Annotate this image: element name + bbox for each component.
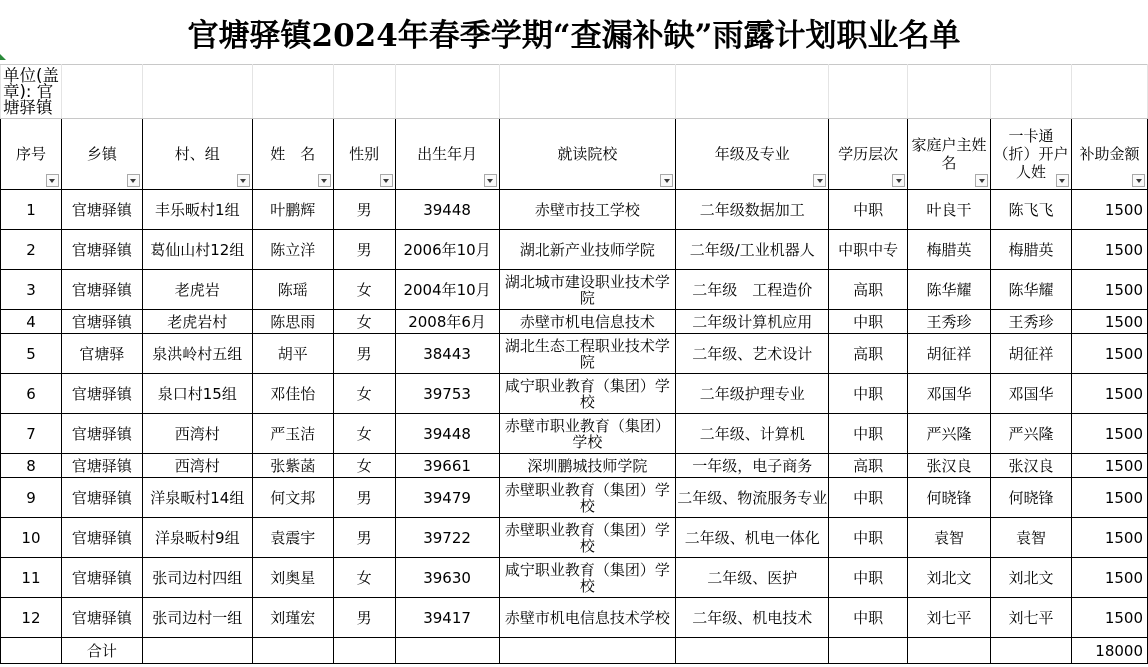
cell-school[interactable]: 湖北生态工程职业技术学院 <box>499 334 676 374</box>
cell-township[interactable]: 官塘驿镇 <box>61 270 142 310</box>
header-row <box>1 119 1148 190</box>
cell-account-holder[interactable]: 严兴隆 <box>991 414 1072 454</box>
cell-education-level[interactable]: 中职 <box>829 310 908 334</box>
table-row <box>1 478 1148 518</box>
cell-grade-major[interactable]: 二年级、机电一体化 <box>676 518 829 558</box>
cell-name[interactable]: 袁震宇 <box>252 518 333 558</box>
cell-subsidy-amount[interactable]: 1500 <box>1071 374 1147 414</box>
table-row <box>1 414 1148 454</box>
cell-gender[interactable]: 女 <box>333 270 395 310</box>
table-row <box>1 374 1148 414</box>
cell-gender[interactable]: 男 <box>333 478 395 518</box>
cell-grade-major[interactable]: 二年级、物流服务专业 <box>676 478 829 518</box>
cell-householder-name[interactable]: 王秀珍 <box>908 310 991 334</box>
filter-dropdown-icon[interactable] <box>237 174 250 187</box>
filter-dropdown-icon[interactable] <box>46 174 59 187</box>
cell-householder-name[interactable]: 刘北文 <box>908 558 991 598</box>
cell-subsidy-amount[interactable]: 1500 <box>1071 518 1147 558</box>
cell-index[interactable]: 2 <box>1 230 62 270</box>
header-gender-label: 性别 <box>349 145 380 163</box>
header-school[interactable] <box>499 119 676 190</box>
table-row <box>1 558 1148 598</box>
header-name-label: 姓 名 <box>270 145 316 163</box>
cell-gender[interactable]: 男 <box>333 334 395 374</box>
cell-subsidy-amount[interactable]: 1500 <box>1071 190 1147 230</box>
cell-account-holder[interactable]: 张汉良 <box>991 454 1072 478</box>
cell-account-holder[interactable]: 陈飞飞 <box>991 190 1072 230</box>
unit-row <box>1 65 1148 119</box>
cell-township[interactable]: 官塘驿镇 <box>61 518 142 558</box>
cell-index[interactable]: 5 <box>1 334 62 374</box>
cell-grade-major[interactable]: 二年级/工业机器人 <box>676 230 829 270</box>
cell-education-level[interactable]: 中职 <box>829 518 908 558</box>
header-index-label: 序号 <box>15 145 46 163</box>
cell-index[interactable]: 11 <box>1 558 62 598</box>
cell-grade-major[interactable]: 二年级、计算机 <box>676 414 829 454</box>
cell-township[interactable]: 官塘驿镇 <box>61 190 142 230</box>
cell-account-holder[interactable]: 袁智 <box>991 518 1072 558</box>
cell-index[interactable]: 6 <box>1 374 62 414</box>
cell-subsidy-amount[interactable]: 1500 <box>1071 558 1147 598</box>
cell-village-group[interactable]: 泉口村15组 <box>142 374 252 414</box>
cell-township[interactable]: 官塘驿镇 <box>61 598 142 638</box>
header-householder-name[interactable] <box>908 119 991 190</box>
cell-account-holder[interactable]: 王秀珍 <box>991 310 1072 334</box>
cell-birth-date[interactable]: 2008年6月 <box>395 310 499 334</box>
cell-birth-date[interactable]: 39753 <box>395 374 499 414</box>
cell-gender[interactable]: 女 <box>333 310 395 334</box>
cell-birth-date[interactable]: 38443 <box>395 334 499 374</box>
filter-dropdown-icon[interactable] <box>1132 174 1145 187</box>
cell-name[interactable]: 严玉洁 <box>252 414 333 454</box>
cell-name[interactable]: 陈思雨 <box>252 310 333 334</box>
cell-education-level[interactable]: 中职 <box>829 374 908 414</box>
header-grade-major-label: 年级及专业 <box>714 145 790 163</box>
cell-township[interactable]: 官塘驿镇 <box>61 414 142 454</box>
cell-householder-name[interactable]: 梅腊英 <box>908 230 991 270</box>
table-row <box>1 334 1148 374</box>
cell-comment-marker <box>0 54 6 60</box>
cell-subsidy-amount[interactable]: 1500 <box>1071 598 1147 638</box>
cell-education-level[interactable]: 中职 <box>829 478 908 518</box>
cell-birth-date[interactable]: 39722 <box>395 518 499 558</box>
header-village-group[interactable] <box>142 119 252 190</box>
roster-table <box>0 64 1148 664</box>
cell-township[interactable]: 官塘驿镇 <box>61 478 142 518</box>
header-birth-date-label: 出生年月 <box>417 145 478 163</box>
cell-village-group[interactable]: 老虎岩村 <box>142 310 252 334</box>
cell-village-group[interactable]: 西湾村 <box>142 414 252 454</box>
cell-birth-date[interactable]: 39630 <box>395 558 499 598</box>
cell-gender[interactable]: 男 <box>333 230 395 270</box>
cell-subsidy-amount[interactable]: 1500 <box>1071 230 1147 270</box>
header-gender[interactable] <box>333 119 395 190</box>
cell-index[interactable]: 8 <box>1 454 62 478</box>
cell-grade-major[interactable]: 二年级 工程造价 <box>676 270 829 310</box>
table-row <box>1 598 1148 638</box>
cell-birth-date[interactable]: 2004年10月 <box>395 270 499 310</box>
cell-account-holder[interactable]: 邓国华 <box>991 374 1072 414</box>
cell-grade-major[interactable]: 二年级计算机应用 <box>676 310 829 334</box>
header-account-holder-label: 一卡通（折）开户人姓 <box>993 127 1069 181</box>
table-row <box>1 270 1148 310</box>
filter-dropdown-icon[interactable] <box>484 174 497 187</box>
cell-education-level[interactable]: 高职 <box>829 334 908 374</box>
filter-dropdown-icon[interactable] <box>892 174 905 187</box>
header-township[interactable] <box>61 119 142 190</box>
cell-gender[interactable]: 男 <box>333 190 395 230</box>
filter-dropdown-icon[interactable] <box>1056 174 1069 187</box>
header-householder-name-label: 家庭户主姓名 <box>911 136 987 172</box>
total-label[interactable]: 合计 <box>61 638 142 664</box>
header-index[interactable] <box>1 119 62 190</box>
cell-township[interactable]: 官塘驿 <box>61 334 142 374</box>
cell-index[interactable]: 10 <box>1 518 62 558</box>
cell-grade-major[interactable]: 二年级、医护 <box>676 558 829 598</box>
cell-householder-name[interactable]: 邓国华 <box>908 374 991 414</box>
cell-education-level[interactable]: 中职 <box>829 598 908 638</box>
cell-school[interactable]: 深圳鹏城技师学院 <box>499 454 676 478</box>
filter-dropdown-icon[interactable] <box>127 174 140 187</box>
cell-gender[interactable]: 男 <box>333 518 395 558</box>
cell-householder-name[interactable]: 张汉良 <box>908 454 991 478</box>
cell-education-level[interactable]: 中职 <box>829 190 908 230</box>
cell-school[interactable]: 赤壁市机电信息技术 <box>499 310 676 334</box>
total-row <box>1 638 1148 664</box>
cell-education-level[interactable]: 中职 <box>829 414 908 454</box>
cell-village-group[interactable]: 张司边村一组 <box>142 598 252 638</box>
cell-village-group[interactable]: 洋泉畈村9组 <box>142 518 252 558</box>
cell-village-group[interactable]: 西湾村 <box>142 454 252 478</box>
table-row <box>1 190 1148 230</box>
cell-name[interactable]: 陈立洋 <box>252 230 333 270</box>
filter-dropdown-icon[interactable] <box>318 174 331 187</box>
cell-index[interactable]: 3 <box>1 270 62 310</box>
cell-village-group[interactable]: 张司边村四组 <box>142 558 252 598</box>
cell-account-holder[interactable]: 刘北文 <box>991 558 1072 598</box>
cell-householder-name[interactable]: 严兴隆 <box>908 414 991 454</box>
cell-grade-major[interactable]: 二年级护理专业 <box>676 374 829 414</box>
cell-grade-major[interactable]: 二年级、机电技术 <box>676 598 829 638</box>
cell-householder-name[interactable]: 刘七平 <box>908 598 991 638</box>
header-name[interactable] <box>252 119 333 190</box>
cell-account-holder[interactable]: 刘七平 <box>991 598 1072 638</box>
cell-township[interactable]: 官塘驿镇 <box>61 230 142 270</box>
cell-name[interactable]: 刘奥星 <box>252 558 333 598</box>
cell-gender[interactable]: 男 <box>333 598 395 638</box>
cell-birth-date[interactable]: 39417 <box>395 598 499 638</box>
cell-subsidy-amount[interactable]: 1500 <box>1071 454 1147 478</box>
cell-school[interactable]: 咸宁职业教育（集团）学校 <box>499 374 676 414</box>
filter-dropdown-icon[interactable] <box>813 174 826 187</box>
cell-account-holder[interactable]: 胡征祥 <box>991 334 1072 374</box>
cell-householder-name[interactable]: 叶良干 <box>908 190 991 230</box>
header-village-group-label: 村、组 <box>174 145 220 163</box>
cell-education-level[interactable]: 中职中专 <box>829 230 908 270</box>
header-subsidy-amount[interactable] <box>1071 119 1147 190</box>
cell-school[interactable]: 咸宁职业教育（集团）学校 <box>499 558 676 598</box>
header-subsidy-amount-label: 补助金额 <box>1079 145 1140 163</box>
cell-school[interactable]: 赤壁职业教育（集团）学校 <box>499 478 676 518</box>
filter-dropdown-icon[interactable] <box>380 174 393 187</box>
cell-index[interactable]: 12 <box>1 598 62 638</box>
cell-grade-major[interactable]: 二年级数据加工 <box>676 190 829 230</box>
cell-index[interactable]: 4 <box>1 310 62 334</box>
cell-township[interactable]: 官塘驿镇 <box>61 374 142 414</box>
cell-account-holder[interactable]: 何晓锋 <box>991 478 1072 518</box>
cell-education-level[interactable]: 高职 <box>829 270 908 310</box>
filter-dropdown-icon[interactable] <box>660 174 673 187</box>
cell-birth-date[interactable]: 39448 <box>395 190 499 230</box>
cell-householder-name[interactable]: 袁智 <box>908 518 991 558</box>
cell-village-group[interactable]: 泉洪岭村五组 <box>142 334 252 374</box>
unit-label[interactable]: 单位(盖章): 官塘驿镇 <box>1 65 62 119</box>
cell-name[interactable]: 刘瑾宏 <box>252 598 333 638</box>
cell-gender[interactable]: 女 <box>333 374 395 414</box>
cell-householder-name[interactable]: 陈华耀 <box>908 270 991 310</box>
filter-dropdown-icon[interactable] <box>975 174 988 187</box>
cell-education-level[interactable]: 中职 <box>829 558 908 598</box>
cell-birth-date[interactable]: 39479 <box>395 478 499 518</box>
cell-township[interactable]: 官塘驿镇 <box>61 558 142 598</box>
cell-name[interactable]: 邓佳怡 <box>252 374 333 414</box>
cell-birth-date[interactable]: 39448 <box>395 414 499 454</box>
cell-householder-name[interactable]: 胡征祥 <box>908 334 991 374</box>
cell-gender[interactable]: 女 <box>333 414 395 454</box>
cell-education-level[interactable]: 高职 <box>829 454 908 478</box>
cell-gender[interactable]: 女 <box>333 454 395 478</box>
cell-school[interactable]: 赤壁市职业教育（集团）学校 <box>499 414 676 454</box>
table-row <box>1 310 1148 334</box>
header-education-level-label: 学历层次 <box>838 145 899 163</box>
table-row <box>1 454 1148 478</box>
table-row <box>1 518 1148 558</box>
table-row <box>1 230 1148 270</box>
cell-subsidy-amount[interactable]: 1500 <box>1071 334 1147 374</box>
cell-name[interactable]: 何文邦 <box>252 478 333 518</box>
cell-name[interactable]: 叶鹏辉 <box>252 190 333 230</box>
cell-birth-date[interactable]: 2006年10月 <box>395 230 499 270</box>
cell-name[interactable]: 胡平 <box>252 334 333 374</box>
header-birth-date[interactable] <box>395 119 499 190</box>
cell-subsidy-amount[interactable]: 1500 <box>1071 270 1147 310</box>
cell-school[interactable]: 湖北新产业技师学院 <box>499 230 676 270</box>
cell-index[interactable]: 9 <box>1 478 62 518</box>
cell-birth-date[interactable]: 39661 <box>395 454 499 478</box>
cell-school[interactable]: 赤壁市技工学校 <box>499 190 676 230</box>
cell-index[interactable]: 1 <box>1 190 62 230</box>
header-grade-major[interactable] <box>676 119 829 190</box>
header-account-holder[interactable] <box>991 119 1072 190</box>
total-amount[interactable]: 18000 <box>1071 638 1147 664</box>
cell-index[interactable]: 7 <box>1 414 62 454</box>
cell-subsidy-amount[interactable]: 1500 <box>1071 414 1147 454</box>
cell-subsidy-amount[interactable]: 1500 <box>1071 478 1147 518</box>
cell-school[interactable]: 赤壁市机电信息技术学校 <box>499 598 676 638</box>
cell-subsidy-amount[interactable]: 1500 <box>1071 310 1147 334</box>
cell-village-group[interactable]: 丰乐畈村1组 <box>142 190 252 230</box>
cell-name[interactable]: 陈瑶 <box>252 270 333 310</box>
cell-grade-major[interactable]: 一年级，电子商务 <box>676 454 829 478</box>
cell-name[interactable]: 张紫菡 <box>252 454 333 478</box>
cell-grade-major[interactable]: 二年级、艺术设计 <box>676 334 829 374</box>
cell-gender[interactable]: 女 <box>333 558 395 598</box>
header-school-label: 就读院校 <box>557 145 618 163</box>
cell-village-group[interactable]: 洋泉畈村14组 <box>142 478 252 518</box>
cell-village-group[interactable]: 老虎岩 <box>142 270 252 310</box>
cell-township[interactable]: 官塘驿镇 <box>61 454 142 478</box>
cell-account-holder[interactable]: 梅腊英 <box>991 230 1072 270</box>
cell-householder-name[interactable]: 何晓锋 <box>908 478 991 518</box>
cell-account-holder[interactable]: 陈华耀 <box>991 270 1072 310</box>
cell-school[interactable]: 赤壁职业教育（集团）学校 <box>499 518 676 558</box>
cell-school[interactable]: 湖北城市建设职业技术学院 <box>499 270 676 310</box>
cell-village-group[interactable]: 葛仙山村12组 <box>142 230 252 270</box>
header-township-label: 乡镇 <box>86 145 117 163</box>
cell-township[interactable]: 官塘驿镇 <box>61 310 142 334</box>
header-education-level[interactable] <box>829 119 908 190</box>
sheet-title: 官塘驿镇2024年春季学期“查漏补缺”雨露计划职业名单 <box>187 17 961 54</box>
